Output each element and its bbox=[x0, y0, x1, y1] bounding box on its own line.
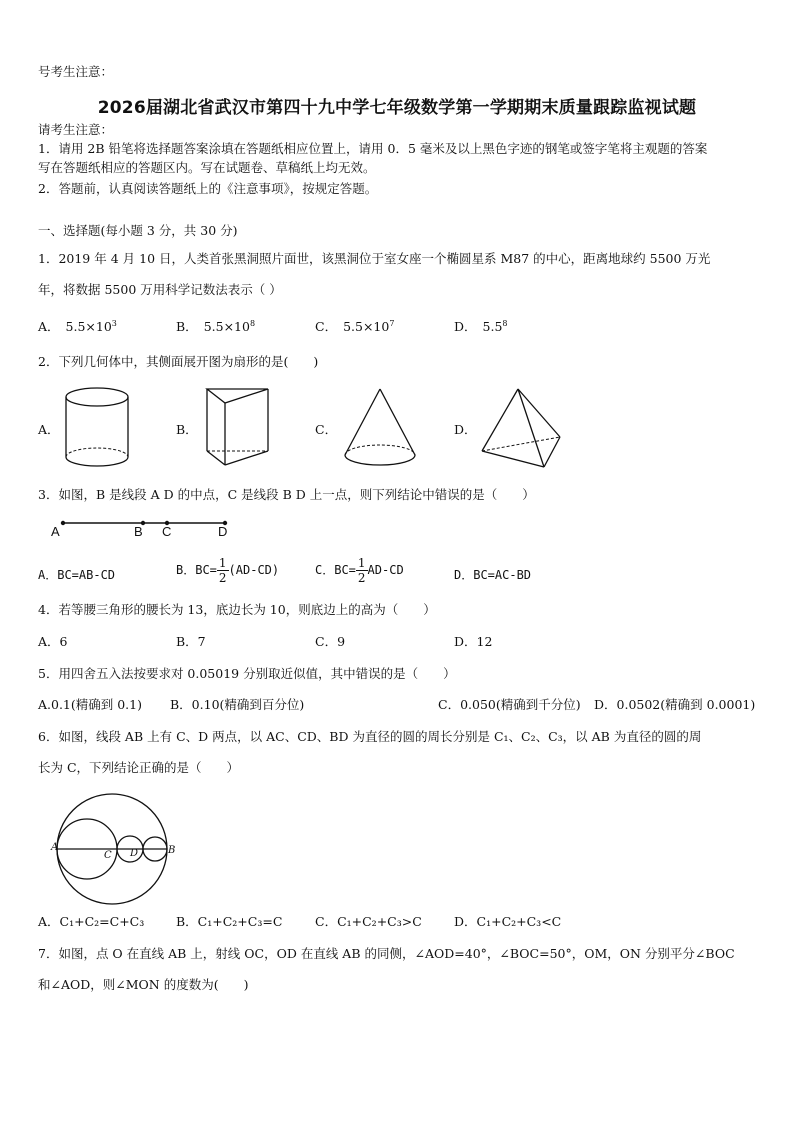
page-title: 2026届湖北省武汉市第四十九中学七年级数学第一学期期末质量跟踪监视试题 bbox=[97, 98, 697, 118]
cone-figure bbox=[340, 385, 420, 469]
circles-figure bbox=[50, 790, 180, 908]
q3-point-d: D bbox=[218, 524, 228, 539]
q4-option-d[interactable]: D．12 bbox=[454, 634, 493, 649]
notice-1a: 1．请用 2B 铅笔将选择题答案涂填在答题纸相应位置上，请用 0．5 毫米及以上黑色字迹的钢笔或签字笔将主观题的答案 bbox=[38, 141, 708, 156]
q6-point-b: B bbox=[168, 845, 176, 856]
notice-heading: 请考生注意： bbox=[38, 122, 114, 137]
q1-option-b[interactable]: B． $5.5\times 10^8$ bbox=[176, 319, 256, 335]
q3-point-b: B bbox=[134, 524, 143, 539]
q2-option-b-label[interactable]: B． bbox=[176, 422, 198, 437]
q1-option-d[interactable]: D． $5.5^8$ bbox=[454, 319, 508, 335]
q3-option-b[interactable]: B．BC= $\frac{1}{2}$ (AD-CD) bbox=[176, 556, 280, 585]
q2-option-c-label[interactable]: C． bbox=[315, 422, 338, 437]
cylinder-figure bbox=[60, 385, 134, 469]
q3-point-a: A bbox=[51, 524, 60, 539]
q7-stem-line2: 和∠AOD，则∠MON 的度数为( ) bbox=[38, 977, 249, 992]
q1-stem-line1: 1．2019 年 4 月 10 日，人类首张黑洞照片面世，该黑洞位于室女座一个椭圆星系 M87 的中心，距离地球约 5500 万光 bbox=[38, 251, 711, 266]
q1-stem-line2: 年，将数据 5500 万用科学记数法表示（ ） bbox=[38, 282, 282, 297]
q1-option-c[interactable]: C． $5.5\times 10^7$ bbox=[315, 319, 395, 335]
q3-option-c[interactable]: C．BC= $\frac{1}{2}$ AD-CD bbox=[315, 556, 404, 585]
q6-option-d[interactable]: D．C₁+C₂+C₃<C bbox=[454, 914, 562, 929]
section-heading: 一、选择题(每小题 3 分，共 30 分) bbox=[38, 223, 238, 238]
q2-stem: 2．下列几何体中，其侧面展开图为扇形的是( ) bbox=[38, 354, 319, 369]
q3-option-a[interactable]: A．BC=AB-CD bbox=[38, 568, 116, 582]
q4-option-a[interactable]: A．6 bbox=[38, 634, 68, 649]
q4-option-b[interactable]: B．7 bbox=[176, 634, 206, 649]
segment-ad-figure bbox=[45, 514, 245, 544]
q5-option-d[interactable]: D．0.0502(精确到 0.0001) bbox=[594, 697, 756, 712]
q5-stem: 5．用四舍五入法按要求对 0.05019 分别取近似值，其中错误的是（ ） bbox=[38, 666, 456, 681]
notice-2: 2．答题前，认真阅读答题纸上的《注意事项》，按规定答题。 bbox=[38, 181, 378, 196]
q6-option-b[interactable]: B．C₁+C₂+C₃=C bbox=[176, 914, 283, 929]
q6-option-c[interactable]: C．C₁+C₂+C₃>C bbox=[315, 914, 422, 929]
q5-option-b[interactable]: B．0.10(精确到百分位) bbox=[170, 697, 305, 712]
q6-stem-line1: 6．如图，线段 AB 上有 C、D 两点，以 AC、CD、BD 为直径的圆的周长分别是 C₁、C₂、C₃，以 AB 为直径的圆的周 bbox=[38, 729, 702, 744]
notice-1b: 写在答题纸相应的答题区内。写在试题卷、草稿纸上均无效。 bbox=[38, 160, 376, 175]
q6-point-a: A bbox=[51, 842, 59, 853]
q5-option-c[interactable]: C．0.050(精确到千分位) bbox=[438, 697, 581, 712]
q7-stem-line1: 7．如图，点 O 在直线 AB 上，射线 OC，OD 在直线 AB 的同侧，∠AOD=40°，∠BOC=50°，OM，ON 分别平分∠BOC bbox=[38, 946, 735, 961]
q3-option-d[interactable]: D．BC=AC-BD bbox=[454, 568, 532, 582]
triangular-prism-figure bbox=[200, 385, 274, 469]
q6-option-a[interactable]: A．C₁+C₂=C+C₃ bbox=[38, 914, 145, 929]
top-fragment: 号考生注意： bbox=[38, 64, 114, 79]
q4-stem: 4．若等腰三角形的腰长为 13，底边长为 10，则底边上的高为（ ） bbox=[38, 602, 436, 617]
q2-option-a-label[interactable]: A． bbox=[38, 422, 60, 437]
q3-stem: 3．如图，B 是线段 A D 的中点，C 是线段 B D 上一点，则下列结论中错误的是（ ） bbox=[38, 487, 535, 502]
q6-point-d: D bbox=[130, 848, 139, 859]
q4-option-c[interactable]: C．9 bbox=[315, 634, 346, 649]
pyramid-figure bbox=[478, 385, 564, 469]
q6-stem-line2: 长为 C，下列结论正确的是（ ） bbox=[38, 760, 240, 775]
q3-point-c: C bbox=[162, 524, 172, 539]
q1-option-a[interactable]: A． $5.5\times 10^3$ bbox=[38, 319, 117, 335]
q2-option-d-label[interactable]: D． bbox=[454, 422, 477, 437]
q6-point-c: C bbox=[104, 850, 112, 861]
q5-option-a[interactable]: A.0.1(精确到 0.1) bbox=[38, 697, 142, 712]
